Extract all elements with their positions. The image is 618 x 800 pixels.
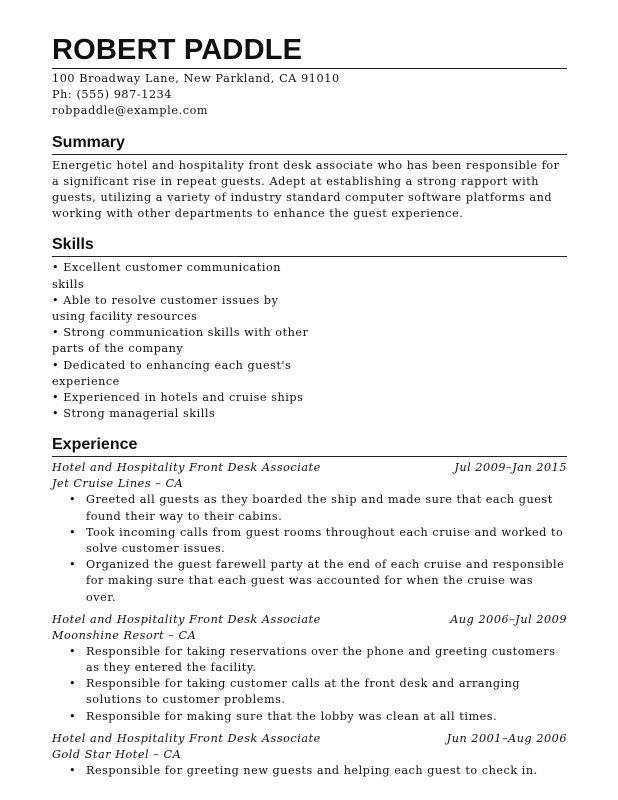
duty-text: Responsible for taking reservations over the phone and greeting customers as they entered the facility. — [86, 644, 556, 675]
duty-text: Responsible for greeting new guests and helping each guest to check in. — [86, 763, 538, 777]
duty-text: Responsible for taking customer calls at the front desk and arranging solutions to customer problems. — [86, 677, 521, 707]
skill-item: • Experienced in hotels and cruise ships — [52, 391, 304, 405]
contact-block — [52, 71, 567, 120]
contact-phone: Ph: (555) 987-1234 — [52, 88, 173, 102]
job-company: Gold Star Hotel – CA — [52, 747, 182, 761]
duty-item — [52, 492, 567, 524]
duty-item — [52, 763, 567, 779]
duty-item — [52, 676, 567, 708]
duty-item — [52, 525, 567, 557]
job-duties — [52, 644, 567, 725]
bullet-icon: • — [69, 558, 77, 572]
job-header — [52, 731, 567, 747]
contact-address: 100 Broadway Lane, New Parkland, CA 91010 — [52, 72, 340, 85]
skill-item: • Excellent customer communication skills — [52, 261, 281, 291]
job-entry — [52, 460, 567, 605]
resume-page — [52, 34, 567, 779]
job-dates: Aug 2006–Jul 2009 — [450, 612, 567, 626]
bullet-icon: • — [69, 763, 77, 777]
job-dates: Jul 2009–Jan 2015 — [454, 461, 567, 475]
bullet-icon: • — [69, 493, 77, 507]
job-duties — [52, 492, 567, 605]
duty-text: Organized the guest farewell party at the end of each cruise and responsible for making sure that each guest was accounted for when the cruise was over. — [86, 558, 565, 604]
skills-divider — [52, 256, 567, 257]
skill-item: • Dedicated to enhancing each guest's experience — [52, 358, 292, 388]
job-dates: Jun 2001–Aug 2006 — [446, 731, 567, 745]
job-duties — [52, 763, 567, 779]
duty-item — [52, 557, 567, 606]
skills-list — [52, 260, 314, 422]
bullet-icon: • — [69, 525, 77, 539]
job-entry — [52, 612, 567, 725]
job-header — [52, 460, 567, 476]
bullet-icon: • — [69, 709, 77, 723]
summary-divider — [52, 154, 567, 155]
job-entry — [52, 731, 567, 779]
skill-item: • Strong managerial skills — [52, 407, 216, 421]
contact-email: robpaddle@example.com — [52, 104, 209, 118]
duty-text: Greeted all guests as they boarded the ship and made sure that each guest found their way to their cabins. — [86, 493, 553, 523]
experience-divider — [52, 456, 567, 457]
duty-text: Responsible for making sure that the lobby was clean at all times. — [86, 709, 498, 723]
section-title-skills: Skills — [52, 236, 94, 254]
bullet-icon: • — [69, 677, 77, 691]
name-divider — [52, 68, 567, 69]
candidate-name: ROBERT PADDLE — [52, 34, 303, 66]
job-role: Hotel and Hospitality Front Desk Associate — [52, 612, 321, 626]
job-company: Moonshine Resort – CA — [52, 628, 197, 642]
job-role: Hotel and Hospitality Front Desk Associate — [52, 731, 321, 745]
section-title-summary: Summary — [52, 133, 125, 151]
skill-item: • Able to resolve customer issues by using facility resources — [52, 293, 279, 324]
duty-item — [52, 709, 567, 725]
duty-item — [52, 644, 567, 676]
bullet-icon: • — [69, 644, 77, 658]
job-role: Hotel and Hospitality Front Desk Associate — [52, 461, 321, 475]
job-header — [52, 612, 567, 628]
job-company: Jet Cruise Lines – CA — [52, 477, 184, 491]
section-title-experience: Experience — [52, 436, 138, 454]
skill-item: • Strong communication skills with other parts of the company — [52, 326, 309, 356]
summary-text: Energetic hotel and hospitality front desk associate who has been responsible for a significant rise in repeat guests. Adept at establishing a strong rapport with guests, utilizing a variety of industry standard computer software platforms and working with other departments to enhance the guest experience. — [52, 158, 560, 221]
duty-text: Took incoming calls from guest rooms throughout each cruise and worked to solve customer issues. — [86, 525, 564, 556]
